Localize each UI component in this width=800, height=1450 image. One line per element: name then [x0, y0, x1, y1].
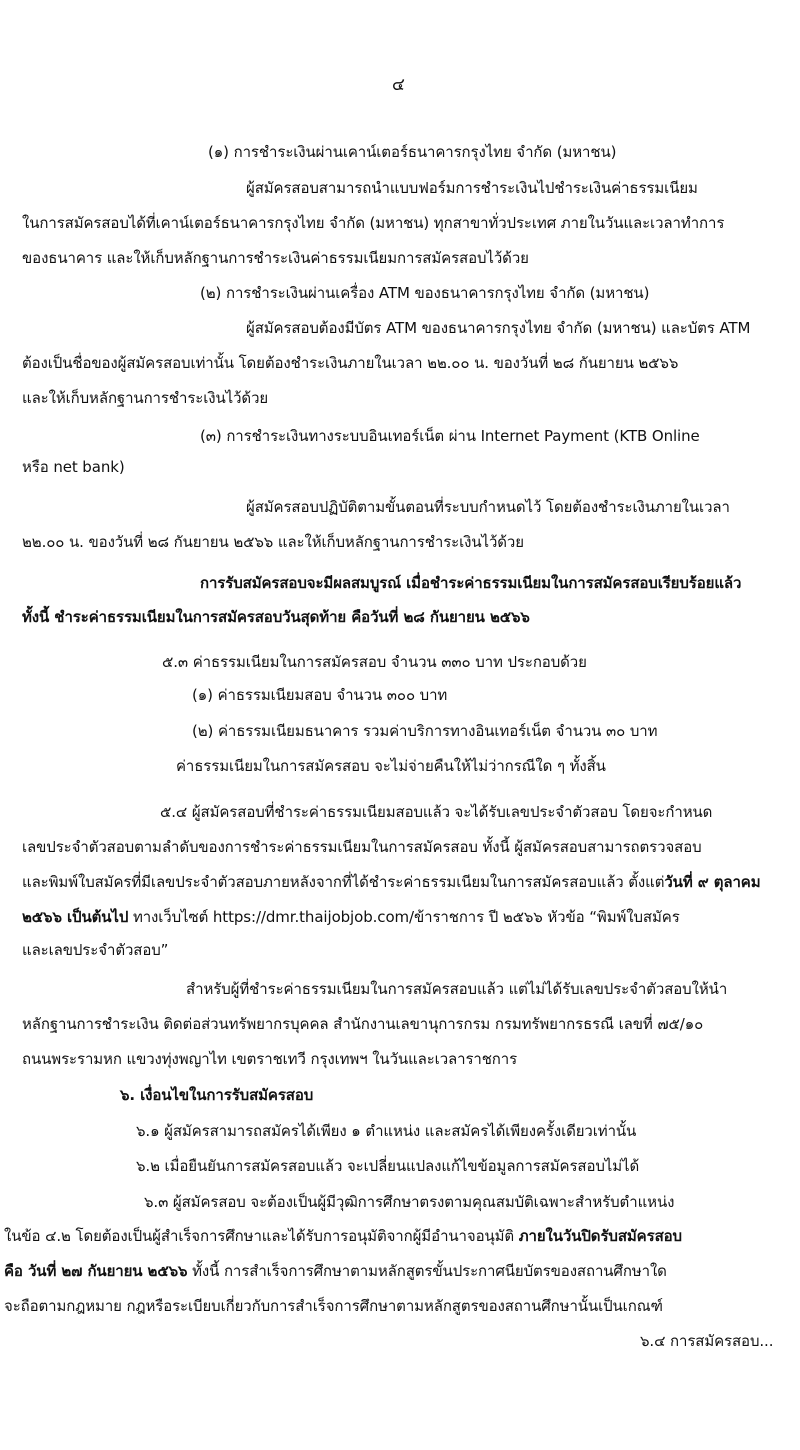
completion-note: การรับสมัครสอบจะมีผลสมบูรณ์ เมื่อชำระค่าธรรมเนียมในการสมัครสอบเรียบร้อยแล้ว — [200, 574, 742, 592]
exam-id-text: เลขประจำตัวสอบตามลำดับของการชำระค่าธรรมเนียมในการสมัครสอบ ทั้งนี้ ผู้สมัครสอบสามารถตรวจสอบ — [22, 838, 702, 856]
payment-method-1-text: ของธนาคาร และให้เก็บหลักฐานการชำระเงินค่าธรรมเนียมการสมัครสอบไว้ด้วย — [22, 249, 529, 267]
exam-id-text: และเลขประจำตัวสอบ” — [22, 941, 169, 959]
payment-method-1-heading: (๑) การชำระเงินผ่านเคาน์เตอร์ธนาคารกรุงไทย จำกัด (มหาชน) — [208, 143, 617, 161]
contact-text: หลักฐานการชำระเงิน ติดต่อส่วนทรัพยากรบุคคล สำนักงานเลขานุการกรม กรมทรัพยากรธรณี เลขที่ ๗๕/๑๐ — [22, 1015, 704, 1033]
payment-method-2-text: ผู้สมัครสอบต้องมีบัตร ATM ของธนาคารกรุงไทย จำกัด (มหาชน) และบัตร ATM — [246, 319, 751, 337]
fee-item: (๑) ค่าธรรมเนียมสอบ จำนวน ๓๐๐ บาท — [192, 686, 448, 704]
condition-item — [4, 1225, 682, 1247]
condition-item: ๖.๑ ผู้สมัครสามารถสมัครได้เพียง ๑ ตำแหน่ง และสมัครได้เพียงครั้งเดียวเท่านั้น — [136, 1122, 637, 1140]
payment-method-3-heading: (๓) การชำระเงินทางระบบอินเทอร์เน็ต ผ่าน Internet Payment (KTB Online — [200, 427, 700, 445]
condition-item: จะถือตามกฎหมาย กฎหรือระเบียบเกี่ยวกับการสำเร็จการศึกษาตามหลักสูตรของสถานศึกษานั้นเป็นเกณฑ์ — [4, 1297, 663, 1315]
contact-text: สำหรับผู้ที่ชำระค่าธรรมเนียมในการสมัครสอบแล้ว แต่ไม่ได้รับเลขประจำตัวสอบให้นำ — [186, 980, 728, 998]
completion-note: ทั้งนี้ ชำระค่าธรรมเนียมในการสมัครสอบวันสุดท้าย คือวันที่ ๒๘ กันยายน ๒๕๖๖ — [22, 608, 530, 626]
condition-item: ๖.๓ ผู้สมัครสอบ จะต้องเป็นผู้มีวุฒิการศึกษาตรงตามคุณสมบัติเฉพาะสำหรับตำแหน่ง — [144, 1193, 675, 1211]
payment-method-1-text: ผู้สมัครสอบสามารถนำแบบฟอร์มการชำระเงินไปชำระเงินค่าธรรมเนียม — [246, 179, 698, 197]
payment-method-1-text: ในการสมัครสอบได้ที่เคาน์เตอร์ธนาคารกรุงไทย จำกัด (มหาชน) ทุกสาขาทั่วประเทศ ภายในวันและเวลาทำการ — [22, 214, 725, 232]
payment-method-2-heading: (๒) การชำระเงินผ่านเครื่อง ATM ของธนาคารกรุงไทย จำกัด (มหาชน) — [200, 284, 650, 302]
condition-text-part: ทั้งนี้ การสำเร็จการศึกษาตามหลักสูตรขั้นประกาศนียบัตรของสถานศึกษาใด — [187, 1262, 667, 1280]
payment-method-3-text: ผู้สมัครสอบปฏิบัติตามขั้นตอนที่ระบบกำหนดไว้ โดยต้องชำระเงินภายในเวลา — [246, 498, 730, 516]
exam-id-website: ทางเว็บไซต์ https://dmr.thaijobjob.com/ข้าราชการ ปี ๒๕๖๖ หัวข้อ “พิมพ์ใบสมัคร — [128, 908, 680, 926]
condition-text-part: ในข้อ ๔.๒ โดยต้องเป็นผู้สำเร็จการศึกษาและได้รับการอนุมัติจากผู้มีอำนาจอนุมัติ — [4, 1227, 519, 1245]
fee-heading: ๕.๓ ค่าธรรมเนียมในการสมัครสอบ จำนวน ๓๓๐ บาท ประกอบด้วย — [162, 653, 587, 671]
exam-id-text — [22, 871, 761, 893]
exam-id-date: วันที่ ๙ ตุลาคม — [664, 873, 761, 891]
continuation-marker: ๖.๔ การสมัครสอบ... — [640, 1332, 774, 1350]
payment-method-2-text: และให้เก็บหลักฐานการชำระเงินไว้ด้วย — [22, 389, 269, 407]
payment-method-3-heading-cont: หรือ net bank) — [22, 458, 125, 476]
exam-id-date-cont: ๒๕๖๖ เป็นต้นไป — [22, 908, 129, 926]
fee-item: (๒) ค่าธรรมเนียมธนาคาร รวมค่าบริการทางอินเทอร์เน็ต จำนวน ๓๐ บาท — [192, 722, 658, 740]
contact-text: ถนนพระรามหก แขวงทุ่งพญาไท เขตราชเทวี กรุงเทพฯ ในวันและเวลาราชการ — [22, 1050, 518, 1068]
fee-note: ค่าธรรมเนียมในการสมัครสอบ จะไม่จ่ายคืนให้ไม่ว่ากรณีใด ๆ ทั้งสิ้น — [176, 757, 606, 775]
condition-item: ๖.๒ เมื่อยืนยันการสมัครสอบแล้ว จะเปลี่ยนแปลงแก้ไขข้อมูลการสมัครสอบไม่ได้ — [136, 1157, 640, 1175]
condition-deadline: ภายในวันปิดรับสมัครสอบ — [518, 1227, 682, 1245]
exam-id-text-part: และพิมพ์ใบสมัครที่มีเลขประจำตัวสอบภายหลังจากที่ได้ชำระค่าธรรมเนียมในการสมัครสอบแล้ว ตั้งแต่ — [22, 873, 665, 891]
payment-method-2-text: ต้องเป็นชื่อของผู้สมัครสอบเท่านั้น โดยต้องชำระเงินภายในเวลา ๒๒.๐๐ น. ของวันที่ ๒๘ กันยายน ๒๕๖๖ — [22, 354, 679, 372]
section-6-heading: ๖. เงื่อนไขในการรับสมัครสอบ — [120, 1086, 314, 1104]
condition-item — [4, 1260, 667, 1282]
exam-id-text — [22, 906, 680, 928]
payment-method-3-text: ๒๒.๐๐ น. ของวันที่ ๒๘ กันยายน ๒๕๖๖ และให้เก็บหลักฐานการชำระเงินไว้ด้วย — [22, 533, 524, 551]
exam-id-text: ๕.๔ ผู้สมัครสอบที่ชำระค่าธรรมเนียมสอบแล้ว จะได้รับเลขประจำตัวสอบ โดยจะกำหนด — [160, 803, 713, 821]
page-number: ๔ — [392, 75, 405, 95]
condition-deadline-date: คือ วันที่ ๒๗ กันยายน ๒๕๖๖ — [4, 1262, 188, 1280]
